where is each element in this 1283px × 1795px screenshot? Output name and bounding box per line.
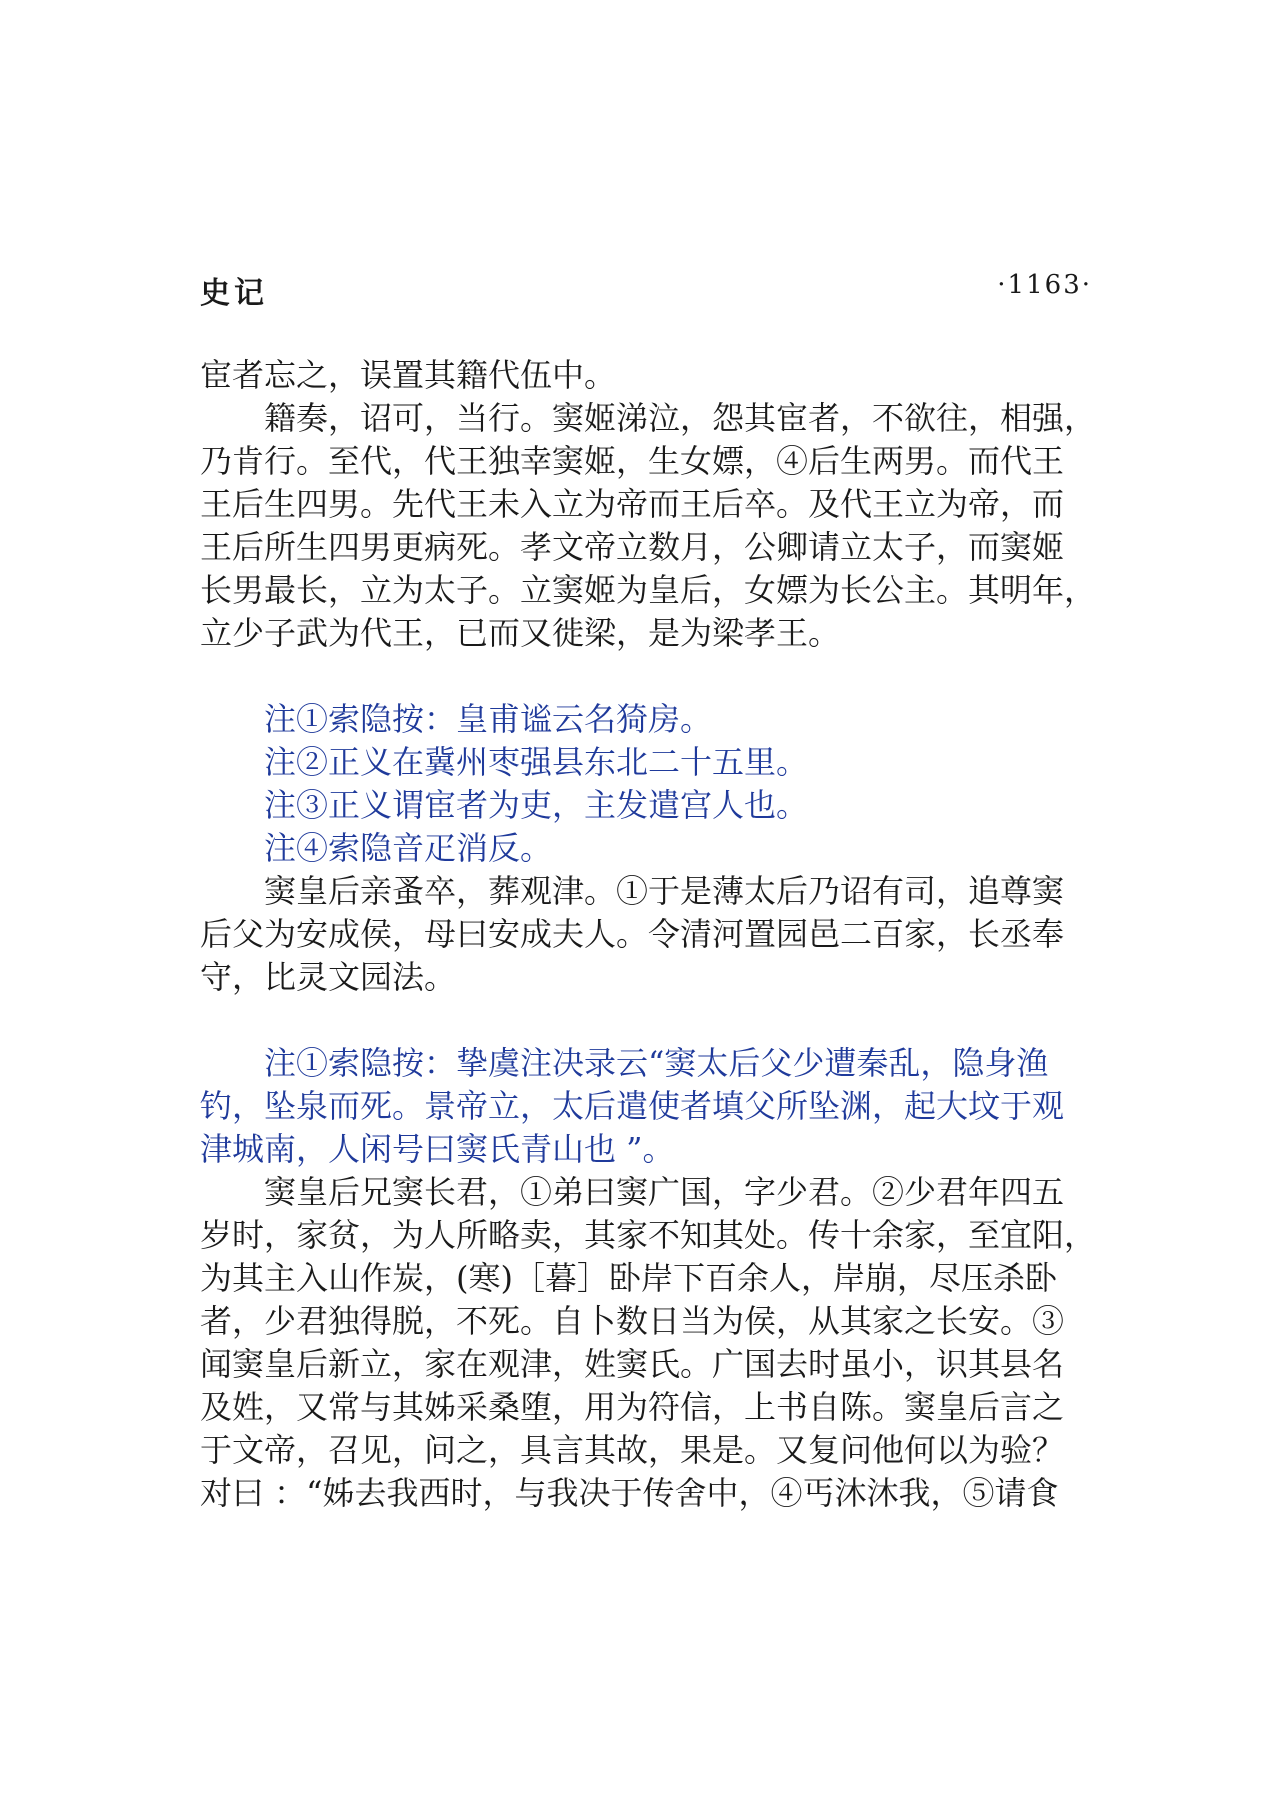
annotation-line: 注②正义在冀州枣强县东北二十五里。 (264, 743, 809, 781)
annotation-line: 注③正义谓宦者为吏，主发遣宫人也。 (264, 786, 809, 824)
body-text-line: 长男最长，立为太子。立窦姬为皇后，女嫖为长公主。其明年， (200, 571, 1097, 609)
annotation-line: 注④索隐音疋消反。 (264, 829, 553, 867)
paragraph-gap (200, 655, 1092, 698)
body-text-line: 王后生四男。先代王未入立为帝而王后卒。及代王立为帝，而 (200, 485, 1065, 523)
body-text-line: 及姓，又常与其姊采桑堕，用为符信，上书自陈。窦皇后言之 (200, 1388, 1065, 1426)
body-text-line: 为其主入山作炭，(寒)［暮］卧岸下百余人，岸崩，尽压杀卧 (200, 1259, 1057, 1297)
body-text-line: 籍奏，诏可，当行。窦姬涕泣，怨其宦者，不欲往，相强， (264, 399, 1097, 437)
body-text-line: 者，少君独得脱，不死。自卜数日当为侯，从其家之长安。③ (200, 1302, 1065, 1340)
body-text-line: 王后所生四男更病死。孝文帝立数月，公卿请立太子，而窦姬 (200, 528, 1065, 566)
body-text-line: 岁时，家贫，为人所略卖，其家不知其处。传十余家，至宜阳， (200, 1216, 1097, 1254)
annotation-line: 津城南，人闲号曰窦氏青山也 ”。 (200, 1130, 675, 1168)
body-text-line: 对曰 ：“姊去我西时，与我决于传舍中，④丐沐沐我，⑤请食 (200, 1474, 1059, 1512)
body-text-line: 宦者忘之，误置其籍代伍中。 (200, 356, 617, 394)
annotation-line: 注①索隐按：挚虞注决录云“窦太后父少遭秦乱，隐身渔 (264, 1044, 1049, 1082)
body-text-line: 窦皇后兄窦长君，①弟曰窦广国，字少君。②少君年四五 (264, 1173, 1065, 1211)
annotation-line: 钓，坠泉而死。景帝立，太后遣使者填父所坠渊，起大坟于观 (200, 1087, 1065, 1125)
body-text-line: 守，比灵文园法。 (200, 958, 457, 996)
body-text-line: 窦皇后亲蚤卒，葬观津。①于是薄太后乃诏有司，追尊窦 (264, 872, 1065, 910)
body-text-line: 于文帝，召见，问之，具言其故，果是。又复问他何以为验？ (200, 1431, 1065, 1469)
paragraph-gap (200, 999, 1092, 1042)
body-text-line: 立少子武为代王，已而又徙梁，是为梁孝王。 (200, 614, 841, 652)
annotation-line: 注①索隐按：皇甫谧云名猗房。 (264, 700, 713, 738)
page-number: ·1163· (997, 270, 1092, 300)
page-header (200, 268, 1092, 311)
body-text-line: 乃肯行。至代，代王独幸窦姬，生女嫖，④后生两男。而代王 (200, 442, 1065, 480)
book-title: 史记 (200, 276, 268, 311)
body-text-line: 后父为安成侯，母曰安成夫人。令清河置园邑二百家，长丞奉 (200, 915, 1065, 953)
body-text-line: 闻窦皇后新立，家在观津，姓窦氏。广国去时虽小，识其县名 (200, 1345, 1065, 1383)
text-body (200, 354, 1097, 1515)
